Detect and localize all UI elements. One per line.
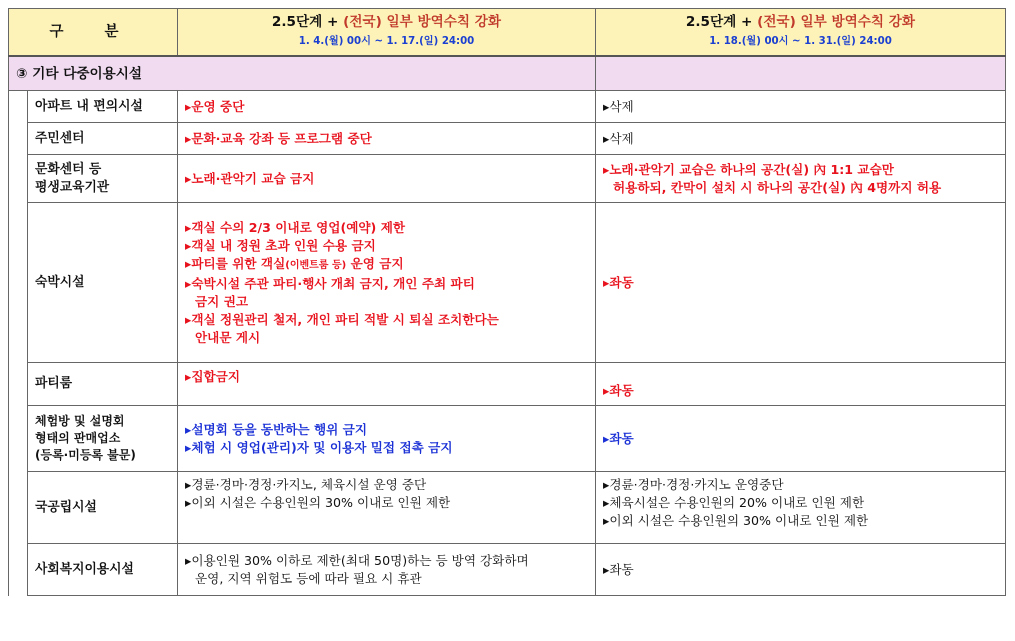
row-rule-after: ▸좌동 <box>596 203 1006 363</box>
table-row <box>9 363 1006 406</box>
table-row <box>9 155 1006 203</box>
row-label: 숙박시설 <box>28 203 178 363</box>
section-title: ③ 기타 다중이용시설 <box>9 56 596 91</box>
table-row <box>9 472 1006 544</box>
header-row <box>9 9 1006 57</box>
row-label: 국공립시설 <box>28 472 178 544</box>
section-empty-cell <box>596 56 1006 91</box>
table-row <box>9 406 1006 472</box>
policy-table <box>8 8 1006 596</box>
header-period-1 <box>178 9 596 57</box>
table-row <box>9 91 1006 123</box>
row-rule-after: ▸삭제 <box>596 123 1006 155</box>
row-rule-before: ▸집합금지 <box>178 363 596 406</box>
row-rule-before: ▸문화·교육 강좌 등 프로그램 중단 <box>178 123 596 155</box>
row-rule-before: ▸객실 수의 2/3 이내로 영업(예약) 제한 ▸객실 내 정원 초과 인원 수용 금지 ▸파티를 위한 객실(이벤트룸 등) 운영 금지 ▸숙박시설 주관 파티·행사 개최 금지, 개인 주최 파티 금지 권고 ▸객실 정원관리 철저, 개인 파티 적발 시 퇴실 조치한다는 안내문 게시 <box>178 203 596 363</box>
header-period-2-dates: 1. 18.(월) 00시 ~ 1. 31.(일) 24:00 <box>709 36 892 47</box>
row-label: 문화센터 등 평생교육기관 <box>28 155 178 203</box>
header-period-1-dates: 1. 4.(월) 00시 ~ 1. 17.(일) 24:00 <box>298 36 475 47</box>
row-label: 파티룸 <box>28 363 178 406</box>
policy-document <box>8 8 1005 596</box>
row-label: 사회복지이용시설 <box>28 544 178 596</box>
row-rule-after: ▸좌동 <box>596 406 1006 472</box>
row-rule-before: ▸운영 중단 <box>178 91 596 123</box>
row-rule-after: ▸좌동 <box>596 363 1006 406</box>
table-row <box>9 203 1006 363</box>
row-rule-after: ▸노래·관악기 교습은 하나의 공간(실) 內 1:1 교습만 허용하되, 칸막이 설치 시 하나의 공간(실) 內 4명까지 허용 <box>596 155 1006 203</box>
indent-cell <box>9 91 28 596</box>
table-row <box>9 544 1006 596</box>
row-rule-before: ▸이용인원 30% 이하로 제한(최대 50명)하는 등 방역 강화하며 운영, 지역 위험도 등에 따라 필요 시 휴관 <box>178 544 596 596</box>
row-rule-after: ▸삭제 <box>596 91 1006 123</box>
section-row <box>9 56 1006 91</box>
row-rule-after: ▸경륜·경마·경정·카지노 운영중단 ▸체육시설은 수용인원의 20% 이내로 인원 제한 ▸이외 시설은 수용인원의 30% 이내로 인원 제한 <box>596 472 1006 544</box>
header-period-2-title: 2.5단계 + (전국) 일부 방역수칙 강화 <box>685 14 916 30</box>
header-category: 구 분 <box>9 9 178 57</box>
row-rule-before: ▸경륜·경마·경정·카지노, 체육시설 운영 중단 ▸이외 시설은 수용인원의 30% 이내로 인원 제한 <box>178 472 596 544</box>
row-rule-before: ▸설명회 등을 동반하는 행위 금지 ▸체험 시 영업(관리)자 및 이용자 밀접 접촉 금지 <box>178 406 596 472</box>
row-label: 주민센터 <box>28 123 178 155</box>
row-label: 체험방 및 설명회 형태의 판매업소 (등록·미등록 불문) <box>28 406 178 472</box>
row-label: 아파트 내 편의시설 <box>28 91 178 123</box>
header-period-1-title: 2.5단계 + (전국) 일부 방역수칙 강화 <box>271 14 502 30</box>
row-rule-after: ▸좌동 <box>596 544 1006 596</box>
table-row <box>9 123 1006 155</box>
row-rule-before: ▸노래·관악기 교습 금지 <box>178 155 596 203</box>
header-period-2 <box>596 9 1006 57</box>
